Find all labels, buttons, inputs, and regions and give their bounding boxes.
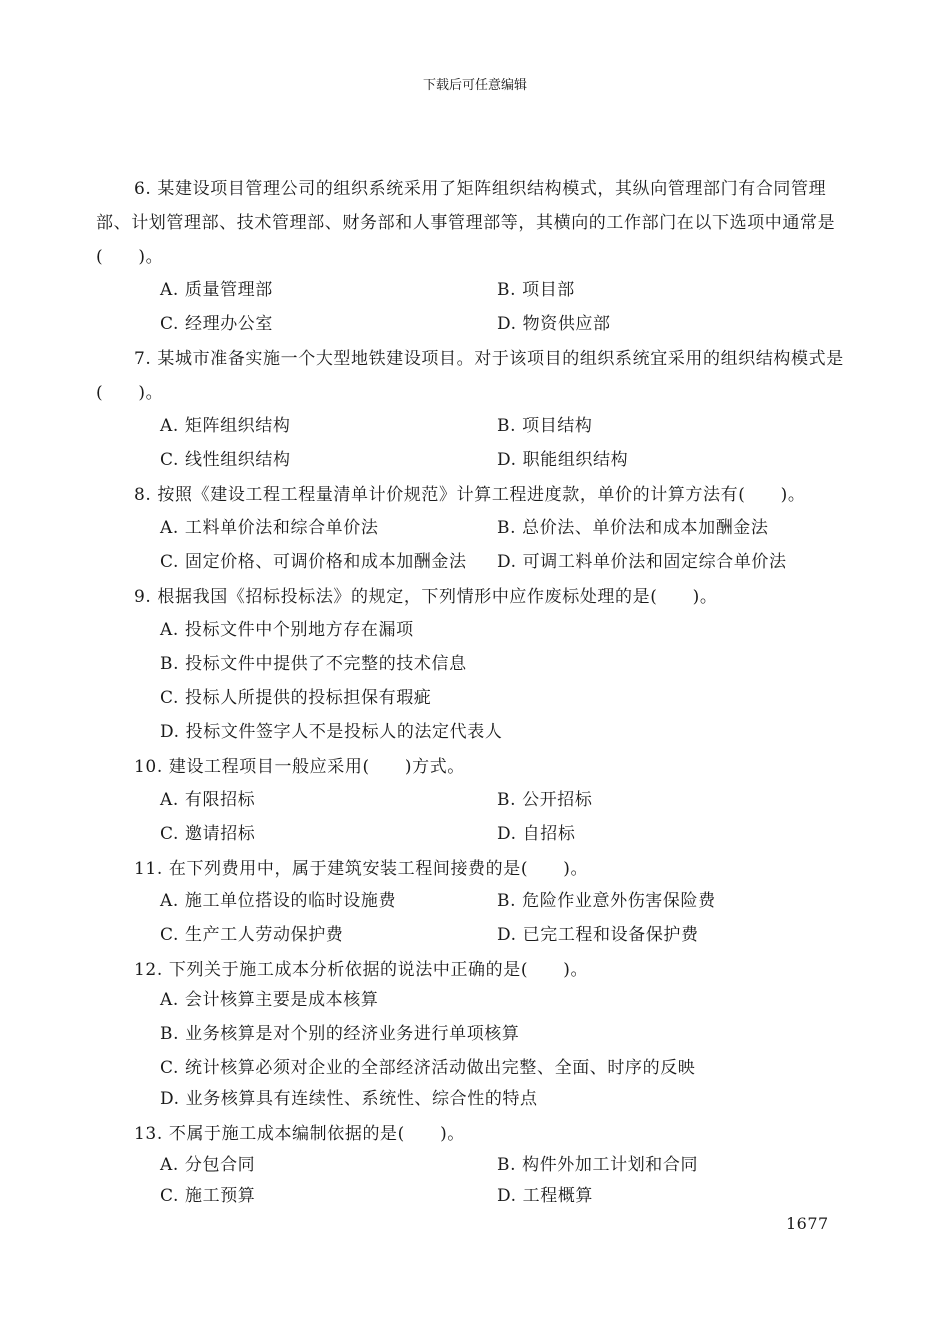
question-13-option-a: A. 分包合同	[160, 1155, 256, 1175]
question-13-option-d: D. 工程概算	[497, 1186, 594, 1206]
question-8-stem: 8. 按照《建设工程工程量清单计价规范》计算工程进度款，单价的计算方法有( )。	[134, 485, 806, 505]
top-banner: 下载后可任意编辑	[422, 78, 527, 93]
question-8-option-b: B. 总价法、单价法和成本加酬金法	[497, 518, 769, 538]
question-11-stem: 11. 在下列费用中，属于建筑安装工程间接费的是( )。	[134, 859, 589, 879]
question-7-option-c: C. 线性组织结构	[160, 450, 291, 470]
question-6-stem: 6. 某建设项目管理公司的组织系统采用了矩阵组织结构模式，其纵向管理部门有合同管理部、计划管理部、技术管理部、财务部和人事管理部等，其横向的工作部门在以下选项中通常是( )。	[96, 179, 836, 267]
question-10-option-b: B. 公开招标	[497, 790, 593, 810]
question-9-option-b: B. 投标文件中提供了不完整的技术信息	[160, 654, 467, 674]
question-9-option-a: A. 投标文件中个别地方存在漏项	[160, 620, 414, 640]
question-12-option-b: B. 业务核算是对个别的经济业务进行单项核算	[160, 1024, 520, 1044]
page-number: 1677	[786, 1214, 829, 1233]
question-6-option-b: B. 项目部	[497, 280, 575, 300]
question-10-option-d: D. 自招标	[497, 824, 576, 844]
question-9-stem: 9. 根据我国《招标投标法》的规定，下列情形中应作废标处理的是( )。	[134, 587, 718, 607]
question-7-option-b: B. 项目结构	[497, 416, 593, 436]
question-7-stem: 7. 某城市准备实施一个大型地铁建设项目。对于该项目的组织系统宜采用的组织结构模式是( )。	[96, 349, 844, 403]
question-11-option-d: D. 已完工程和设备保护费	[497, 925, 699, 945]
question-7-option-a: A. 矩阵组织结构	[160, 416, 291, 436]
question-13-option-c: C. 施工预算	[160, 1186, 256, 1206]
question-6-option-d: D. 物资供应部	[497, 314, 611, 334]
question-9-option-d: D. 投标文件签字人不是投标人的法定代表人	[160, 722, 503, 742]
question-12-stem: 12. 下列关于施工成本分析依据的说法中正确的是( )。	[134, 960, 589, 980]
question-12-option-c: C. 统计核算必须对企业的全部经济活动做出完整、全面、时序的反映	[160, 1058, 696, 1078]
question-11-option-a: A. 施工单位搭设的临时设施费	[160, 891, 397, 911]
question-7-option-d: D. 职能组织结构	[497, 450, 629, 470]
question-10-option-c: C. 邀请招标	[160, 824, 256, 844]
question-12-option-d: D. 业务核算具有连续性、系统性、综合性的特点	[160, 1089, 538, 1109]
question-10-option-a: A. 有限招标	[160, 790, 256, 810]
question-11-option-c: C. 生产工人劳动保护费	[160, 925, 344, 945]
question-8-option-a: A. 工料单价法和综合单价法	[160, 518, 379, 538]
question-10-stem: 10. 建设工程项目一般应采用( )方式。	[134, 757, 465, 777]
question-6-option-c: C. 经理办公室	[160, 314, 274, 334]
question-6-option-a: A. 质量管理部	[160, 280, 273, 300]
question-13-stem: 13. 不属于施工成本编制依据的是( )。	[134, 1124, 465, 1144]
question-12-option-a: A. 会计核算主要是成本核算	[160, 990, 379, 1010]
question-13-option-b: B. 构件外加工计划和合同	[497, 1155, 699, 1175]
question-9-option-c: C. 投标人所提供的投标担保有瑕疵	[160, 688, 432, 708]
question-11-option-b: B. 危险作业意外伤害保险费	[497, 891, 716, 911]
question-8-option-d: D. 可调工料单价法和固定综合单价法	[497, 552, 787, 572]
question-8-option-c: C. 固定价格、可调价格和成本加酬金法	[160, 552, 467, 572]
